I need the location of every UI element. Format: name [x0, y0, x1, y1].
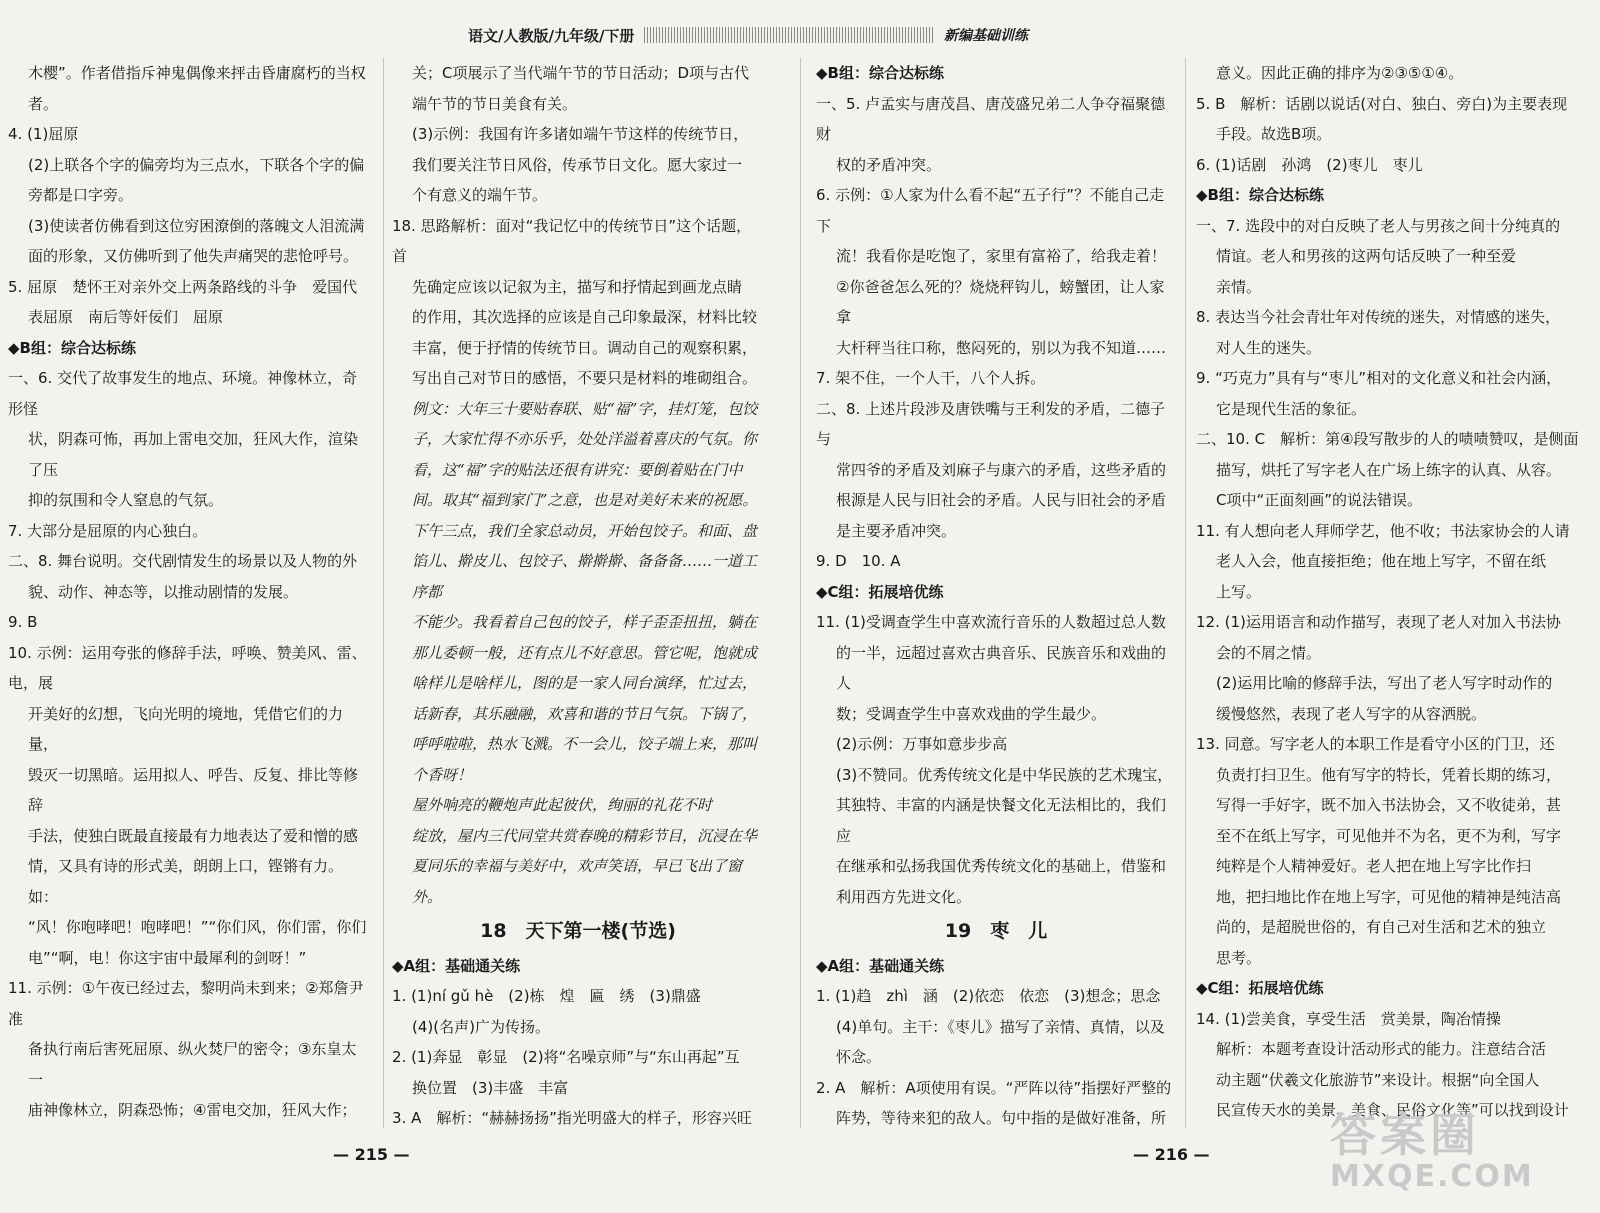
answer-line: 思考。: [1216, 948, 1262, 967]
answer-line: 11. 示例：①午夜已经过去，黎明尚未到来；②郑詹尹准: [8, 979, 364, 1028]
answer-line: ②你爸爸怎么死的？烧烧秤钩儿，螃蟹团，让人家拿: [836, 277, 1165, 326]
answer-line: 抑的氛围和令人窒息的气氛。: [28, 491, 224, 509]
answer-line: (4)单句。主干：《枣儿》描写了亲情、真情，以及怀念。: [836, 1017, 1165, 1066]
answer-line: 子，大家忙得不亦乐乎，处处洋溢着喜庆的气氛。你: [412, 430, 758, 448]
answer-line: 11. (1)受调查学生中喜欢流行音乐的人数超过总人数: [816, 613, 1166, 631]
answer-line: 根源是人民与旧社会的矛盾。人民与旧社会的矛盾: [836, 491, 1167, 509]
answer-line: 1. (1)ní gǔ hè (2)栋 煌 匾 绣 (3)鼎盛: [392, 987, 701, 1005]
answer-column-2: [392, 58, 764, 1133]
answer-line: 2. (1)奔显 彰显 (2)将“名噪京师”与“东山再起”互: [392, 1048, 740, 1066]
lesson-title: 18 天下第一楼(节选): [480, 920, 676, 942]
answer-line: 5. B 解析：话剧以说话(对白、独白、旁白)为主要表现: [1196, 94, 1568, 113]
section-heading: ◆A组：基础通关练: [392, 956, 521, 975]
answer-line: C项中“正面刻画”的说法错误。: [1216, 491, 1423, 509]
answer-line: 6. (1)话剧 孙鸿 (2)枣儿 枣儿: [1196, 155, 1423, 174]
page-number-left: — 215 —: [333, 1145, 410, 1164]
answer-line: 二、10. C 解析：第④段写散步的人的啧啧赞叹，是侧面: [1196, 430, 1579, 448]
answer-line: 间。取其“福到家门”之意，也是对美好未来的祝愿。: [412, 491, 758, 509]
answer-line: 状，阴森可怖，再加上雷电交加，狂风大作，渲染了压: [28, 430, 359, 479]
answer-line: 情，又具有诗的形式美，朗朗上口，铿锵有力。如：: [28, 857, 344, 906]
section-heading: ◆B组：综合达标练: [8, 338, 136, 357]
answer-line: 手法，使独白既最直接最有力地表达了爱和憎的感: [28, 826, 359, 845]
answer-line: 情谊。老人和男孩的这两句话反映了一种至爱: [1216, 247, 1517, 265]
answer-line: 2. A 解析：A项使用有误。“严阵以待”指摆好严整的: [816, 1078, 1172, 1097]
answer-line: 下午三点，我们全家总动员，开始包饺子。和面、盘: [412, 521, 758, 540]
answer-line: (3)使读者仿佛看到这位穷困潦倒的落魄文人泪流满: [28, 216, 365, 235]
answer-line: “风！你咆哮吧！咆哮吧！”“你们风，你们雷，你们: [28, 918, 367, 936]
answer-line: 缓慢悠然，表现了老人写字的从容洒脱。: [1216, 704, 1487, 723]
column-divider: [383, 58, 384, 1128]
answer-line: 电”“啊，电！你这宇宙中最犀利的剑呀！”: [28, 948, 307, 967]
answer-column-1: [8, 58, 368, 1133]
answer-line: 纯粹是个人精神爱好。老人把在地上写字比作扫: [1216, 857, 1532, 875]
answer-line: 的一半，远超过喜欢古典音乐、民族音乐和戏曲的人: [836, 643, 1167, 692]
column-divider: [1185, 58, 1186, 1128]
answer-line: 动主题“伏羲文化旅游节”来设计。根据“向全国人: [1216, 1070, 1540, 1089]
answer-column-4: [1196, 58, 1580, 1133]
book-title: 语文/人教版/九年级/下册: [468, 26, 635, 45]
answer-line: 其独特、丰富的内涵是快餐文化无法相比的，我们应: [836, 796, 1167, 845]
answer-line: 地，把扫地比作在地上写字，可见他的精神是纯洁高: [1216, 887, 1562, 906]
answer-column-3: [816, 58, 1176, 1133]
answer-line: 写得一手好字，既不加入书法协会，又不收徒弟，甚: [1216, 796, 1562, 814]
section-heading: ◆C组：拓展培优练: [816, 582, 944, 601]
answer-line: 手段。故选B项。: [1216, 125, 1332, 143]
answer-line: 14. (1)尝美食，享受生活 赏美景，陶冶情操: [1196, 1009, 1501, 1028]
answer-line: 8. 表达当今社会青壮年对传统的迷失，对情感的迷失，: [1196, 308, 1561, 326]
answer-line: 木樱”。作者借指斥神鬼偶像来抨击昏庸腐朽的当权者。: [28, 64, 366, 113]
answer-line: 利用西方先进文化。: [836, 887, 972, 906]
answer-line: 10. 示例：运用夸张的修辞手法，呼唤、赞美风、雷、电，展: [8, 643, 367, 692]
answer-line: 一、6. 交代了故事发生的地点、环境。神像林立，奇形怪: [8, 369, 358, 418]
answer-line: 那儿委顿一般，还有点儿不好意思。管它呢，饱就成: [412, 643, 758, 662]
section-heading: ◆B组：综合达标练: [816, 64, 944, 82]
answer-line: 会的不屑之情。: [1216, 643, 1322, 662]
answer-line: 端午节的节日美食有关。: [412, 94, 578, 113]
answer-line: 个香呀！: [412, 765, 473, 784]
answer-line: 二、8. 上述片段涉及唐铁嘴与王利发的矛盾，二德子与: [816, 399, 1166, 448]
answer-line: 老人入会，他直接拒绝；他在地上写字，不留在纸: [1216, 552, 1547, 570]
answer-line: (3)示例：我国有许多诸如端午节这样的传统节日，: [412, 125, 749, 143]
answer-line: 3. A 解析：“赫赫扬扬”指光明盛大的样子，形容兴旺: [392, 1109, 752, 1127]
answer-line: 尚的，是超脱世俗的，有自己对生活和艺术的独立: [1216, 918, 1547, 936]
answer-line: 丰富，便于抒情的传统节日。调动自己的观察积累，: [412, 338, 758, 357]
answer-line: 写出自己对节日的感悟，不要只是材料的堆砌组合。: [412, 369, 758, 387]
answer-line: 二、8. 舞台说明。交代剧情发生的场景以及人物的外: [8, 552, 358, 570]
answer-line: 先确定应该以记叙为主，描写和抒情起到画龙点睛: [412, 277, 743, 296]
answer-line: 我们要关注节日风俗，传承节日文化。愿大家过一: [412, 155, 743, 174]
lesson-title: 19 枣 儿: [944, 920, 1048, 942]
watermark-logo: 答案圈: [1330, 1108, 1480, 1162]
answer-line: 面的形象，又仿佛听到了他失声痛哭的悲怆呼号。: [28, 247, 359, 265]
watermark: [1330, 1110, 1580, 1200]
header-pattern: [644, 27, 934, 43]
answer-line: 负责打扫卫生。他有写字的特长，凭着长期的练习，: [1216, 765, 1562, 784]
page-header: [468, 22, 1028, 48]
answer-line: 常四爷的矛盾及刘麻子与康六的矛盾，这些矛盾的: [836, 460, 1167, 479]
answer-line: 18. 思路解析：面对“我记忆中的传统节日”这个话题，首: [392, 216, 752, 265]
answer-line: (4)(名声)广为传扬。: [412, 1017, 550, 1036]
answer-line: 关；C项展示了当代端午节的节日活动；D项与古代: [412, 64, 750, 82]
answer-line: 13. 同意。写字老人的本职工作是看守小区的门卫，还: [1196, 735, 1555, 753]
answer-line: 庙神像林立，阴森恐怖；④雷电交加，狂风大作；: [28, 1101, 357, 1119]
section-heading: ◆C组：拓展培优练: [1196, 979, 1324, 997]
answer-line: 9. “巧克力”具有与“枣儿”相对的文化意义和社会内涵，: [1196, 369, 1562, 387]
answer-line: 换位置 (3)丰盛 丰富: [412, 1078, 569, 1097]
answer-line: (2)运用比喻的修辞手法，写出了老人写字时动作的: [1216, 674, 1553, 692]
page-number-right: — 216 —: [1133, 1145, 1210, 1164]
answer-line: 夏同乐的幸福与美好中，欢声笑语，早已飞出了窗外。: [412, 857, 743, 906]
watermark-url: MXQE.COM: [1330, 1159, 1534, 1194]
answer-line: 7. 架不住，一个人干，八个人拆。: [816, 369, 1046, 387]
answer-line: 的作用，其次选择的应该是自己印象最深，材料比较: [412, 308, 758, 326]
answer-line: 9. D 10. A: [816, 552, 901, 570]
answer-line: 在继承和弘扬我国优秀传统文化的基础上，借鉴和: [836, 857, 1167, 875]
answer-line: 7. 大部分是屈原的内心独白。: [8, 521, 208, 540]
answer-line: 看，这“福”字的贴法还很有讲究：要倒着贴在门中: [412, 460, 743, 479]
answer-line: 9. B: [8, 613, 38, 631]
answer-line: 旁都是口字旁。: [28, 186, 134, 204]
answer-line: 民宣传天水的美景、美食、民俗文化等”可以找到设计: [1216, 1101, 1569, 1119]
section-heading: ◆B组：综合达标练: [1196, 186, 1324, 204]
answer-line: 亲情。: [1216, 277, 1262, 296]
answer-line: 5. 屈原 楚怀王对亲外交上两条路线的斗争 爱国代: [8, 277, 358, 296]
page-divider: [800, 58, 801, 1128]
answer-line: 个有意义的端午节。: [412, 186, 548, 204]
answer-line: 大杆秤当往口称，憋闷死的，别以为我不知道……: [836, 338, 1167, 357]
answer-line: 对人生的迷失。: [1216, 338, 1322, 357]
answer-line: 11. 有人想向老人拜师学艺，他不收；书法家协会的人请: [1196, 521, 1570, 540]
answer-line: 1. (1)趋 zhì 涵 (2)依恋 依恋 (3)想念；思念: [816, 987, 1161, 1005]
answer-line: 它是现代生活的象征。: [1216, 399, 1367, 418]
answer-line: 阵势，等待来犯的敌人。句中指的是做好准备，所: [836, 1109, 1167, 1127]
answer-line: 描写，烘托了写字老人在广场上练字的认真、从容。: [1216, 460, 1562, 479]
answer-line: 开美好的幻想，飞向光明的境地，凭借它们的力量，: [28, 704, 344, 753]
answer-line: 解析：本题考查设计活动形式的能力。注意结合活: [1216, 1040, 1547, 1058]
answer-line: (3)不赞同。优秀传统文化是中华民族的艺术瑰宝，: [836, 765, 1173, 784]
answer-line: 馅儿、擀皮儿、包饺子、擀擀擀、备备备……一道工序都: [412, 552, 758, 601]
answer-line: 一、5. 卢孟实与唐茂昌、唐茂盛兄弟二人争夺福聚德财: [816, 94, 1166, 143]
section-heading: ◆A组：基础通关练: [816, 956, 945, 975]
answer-line: 流！我看你是吃饱了，家里有富裕了，给我走着！: [836, 247, 1167, 265]
answer-line: 上写。: [1216, 582, 1262, 601]
answer-line: 意义。因此正确的排序为②③⑤①④。: [1216, 64, 1464, 82]
answer-line: 绽放，屋内三代同堂共赏春晚的精彩节目，沉浸在华: [412, 826, 758, 845]
answer-line: 至不在纸上写字，可见他并不为名，更不为利，写字: [1216, 826, 1562, 845]
answer-line: 例文：大年三十要贴春联、贴“福”字，挂灯笼，包饺: [412, 399, 758, 418]
answer-line: 数；受调查学生中喜欢戏曲的学生最少。: [836, 704, 1107, 723]
answer-line: 12. (1)运用语言和动作描写，表现了老人对加入书法协: [1196, 613, 1561, 631]
answer-line: 不能少。我看着自己包的饺子，样子歪歪扭扭，躺在: [412, 613, 758, 631]
answer-line: 貌、动作、神态等，以推动剧情的发展。: [28, 582, 299, 601]
answer-line: 4. (1)屈原: [8, 125, 79, 143]
answer-line: 屋外响亮的鞭炮声此起彼伏，绚丽的礼花不时: [412, 796, 713, 814]
answer-line: 表屈原 南后等奸佞们 屈原: [28, 308, 224, 326]
answer-line: 备执行南后害死屈原、纵火焚尸的密令；③东皇太一: [28, 1040, 357, 1089]
answer-line: 是主要矛盾冲突。: [836, 521, 957, 540]
answer-line: 6. 示例：①人家为什么看不起“五子行”？不能自己走下: [816, 186, 1165, 235]
answer-line: 啥样儿是啥样儿，图的是一家人同台演绎，忙过去，: [412, 674, 758, 692]
answer-line: 一、7. 选段中的对白反映了老人与男孩之间十分纯真的: [1196, 216, 1561, 235]
answer-line: 毁灭一切黑暗。运用拟人、呼告、反复、排比等修辞: [28, 765, 359, 814]
answer-line: 话新春，其乐融融，欢喜和谐的节日气氛。下锅了，: [412, 704, 758, 723]
answer-line: (2)示例：万事如意步步高: [836, 735, 1008, 753]
answer-line: 呼呼啦啦，热水飞溅。不一会儿，饺子端上来，那叫: [412, 735, 758, 753]
book-brand: 新编基础训练: [944, 28, 1028, 44]
answer-line: 权的矛盾冲突。: [836, 155, 942, 174]
answer-line: (2)上联各个字的偏旁均为三点水，下联各个字的偏: [28, 155, 365, 174]
